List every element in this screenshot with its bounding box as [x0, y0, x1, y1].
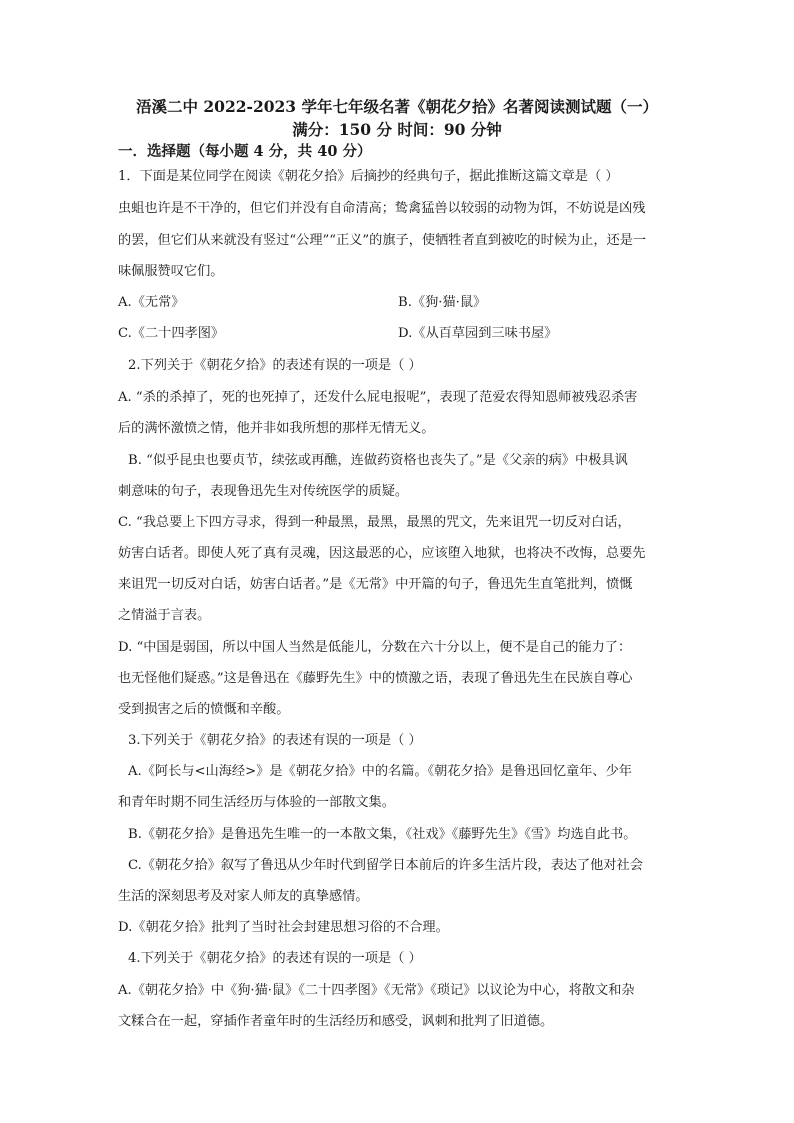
question-2-option-c-cont: 妨害白话者。即使人死了真有灵魂，因这最恶的心，应该堕入地狱，也将决不改悔，总要先: [118, 546, 646, 561]
question-1-option-b: B.《狗·猫·鼠》: [398, 295, 487, 310]
question-2-option-b: B. “似乎昆虫也要贞节，续弦或再醮，连做药资格也丧失了。”是《父亲的病》中极具讽: [128, 453, 628, 468]
question-3-option-b: B.《朝花夕拾》是鲁迅先生唯一的一本散文集，《社戏》《藤野先生》《雪》均选自此书。: [128, 827, 637, 842]
question-1-passage-line: 虫蛆也许是不干净的，但它们并没有自命清高；鸷禽猛兽以较弱的动物为饵，不妨说是凶残: [118, 201, 646, 216]
question-3-option-c: C.《朝花夕拾》叙写了鲁迅从少年时代到留学日本前后的许多生活片段，表达了他对社会: [128, 858, 643, 873]
question-3-option-a: A.《阿长与<山海经>》是《朝花夕拾》中的名篇。《朝花夕拾》是鲁迅回忆童年、少年: [128, 764, 632, 779]
question-3-option-a-cont: 和青年时期不同生活经历与体验的一部散文集。: [118, 795, 395, 810]
question-2-option-c: C. “我总要上下四方寻求，得到一种最黑，最黑，最黑的咒文，先来诅咒一切反对白话，: [118, 515, 631, 530]
document-title: 浯溪二中 2022-2023 学年七年级名著《朝花夕拾》名著阅读测试题（一）: [135, 97, 658, 116]
question-4-option-a-cont: 文糅合在一起，穿插作者童年时的生活经历和感受，讽刺和批判了旧道德。: [118, 1014, 554, 1029]
question-4-option-a: A.《朝花夕拾》中《狗·猫·鼠》《二十四孝图》《无常》《琐记》以议论为中心，将散文和杂: [118, 983, 635, 998]
question-1-passage-line: 味佩服赞叹它们。: [118, 264, 224, 279]
question-2-option-c-cont: 来诅咒一切反对白话，妨害白话者。”是《无常》中开篇的句子，鲁迅先生直笔批判，愤慨: [118, 577, 633, 592]
question-2-option-d-cont: 也无怪他们疑惑。”这是鲁迅在《藤野先生》中的愤激之语，表现了鲁迅先生在民族自尊心: [118, 671, 633, 686]
question-3-option-c-cont: 生活的深刻思考及对家人师友的真挚感情。: [118, 889, 369, 904]
score-time-line: 满分：150 分 时间：90 分钟: [292, 120, 502, 139]
question-2-option-b-cont: 刺意味的句子，表现鲁迅先生对传统医学的质疑。: [118, 484, 409, 499]
section-heading: 一．选择题（每小题 4 分，共 40 分）: [118, 143, 372, 160]
question-3-stem: 3.下列关于《朝花夕拾》的表述有误的一项是（ ）: [128, 733, 422, 748]
question-2-stem: 2.下列关于《朝花夕拾》的表述有误的一项是（ ）: [128, 358, 422, 373]
question-2-option-d-cont: 受到损害之后的愤慨和辛酸。: [118, 702, 290, 717]
question-1-option-a: A.《无常》: [118, 295, 185, 310]
question-2-option-a-cont: 后的满怀激愤之情，他并非如我所想的那样无情无义。: [118, 421, 435, 436]
question-1-option-c: C.《二十四孝图》: [118, 326, 225, 341]
question-3-option-d: D.《朝花夕拾》批判了当时社会封建思想习俗的不合理。: [118, 920, 449, 935]
question-2-option-a: A. “杀的杀掉了，死的也死掉了，还发什么屁电报呢”，表现了范爱农得知恩师被残忍杀害: [118, 390, 638, 405]
question-2-option-d: D. “中国是弱国，所以中国人当然是低能儿，分数在六十分以上，便不是自己的能力了：: [118, 640, 632, 655]
question-1-passage-line: 的罢，但它们从来就没有竖过“公理”“正义”的旗子，使牺牲者直到被吃的时候为止，还是一: [118, 233, 647, 248]
question-1-option-d: D.《从百草园到三味书屋》: [398, 326, 558, 341]
question-2-option-c-cont: 之情溢于言表。: [118, 608, 211, 623]
question-4-stem: 4.下列关于《朝花夕拾》的表述有误的一项是（ ）: [128, 951, 422, 966]
question-1-stem: 1．下面是某位同学在阅读《朝花夕拾》后摘抄的经典句子，据此推断这篇文章是（ ）: [118, 169, 619, 184]
